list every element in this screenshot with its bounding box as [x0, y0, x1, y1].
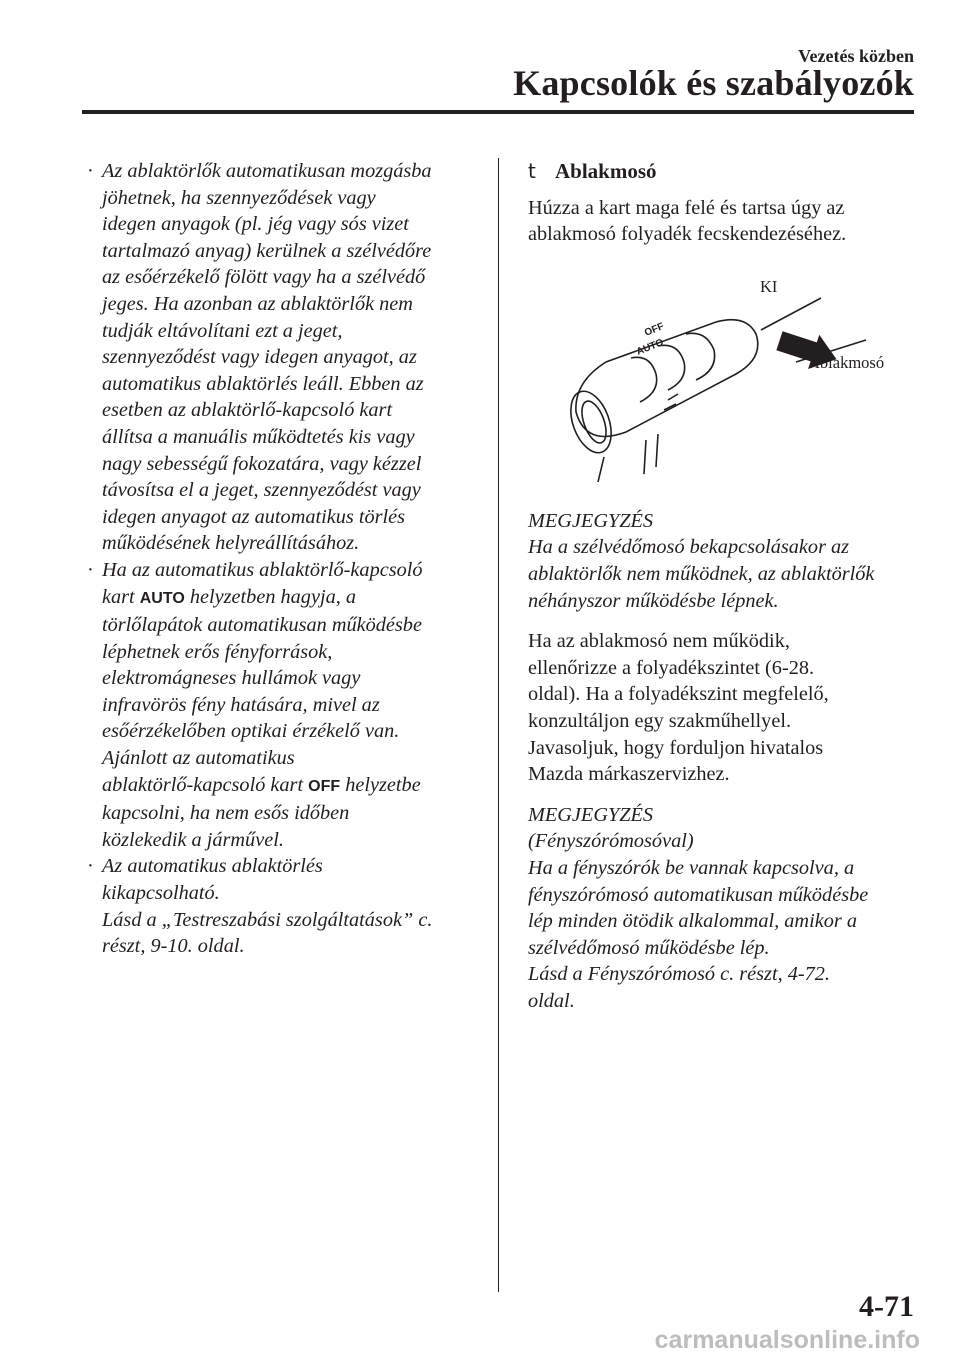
check-fluid-paragraph — [528, 628, 928, 788]
text-line — [102, 584, 484, 613]
text-line: Lásd a Fényszórómosó c. részt, 4-72. — [528, 963, 830, 986]
text-line: néhányszor működésbe lépnek. — [528, 589, 779, 612]
text-line: tartalmazó anyag) kerülnek a szélvédőre — [102, 239, 432, 262]
page-number: 4-71 — [859, 1290, 914, 1323]
text-line: jöhetnek, ha szennyeződések vagy — [102, 186, 376, 209]
label-ki: KI — [760, 276, 778, 296]
text-line: távosítsa el a jeget, szennyeződést vagy — [102, 479, 421, 502]
text-line: esőérzékelőben optikai érzékelő van. — [102, 720, 400, 743]
text-line: Ha az automatikus ablaktörlő-kapcsoló — [102, 558, 423, 581]
section-marker-icon: t — [528, 159, 536, 183]
text-line: Húzza a kart maga felé és tartsa úgy az — [528, 196, 845, 219]
text-line: oldal. — [528, 989, 575, 1012]
text-line: oldal). Ha a folyadékszint megfelelő, — [528, 683, 829, 706]
text-line: Mazda márkaszervizhez. — [528, 763, 730, 786]
text-line: fényszórómosó automatikusan működésbe — [528, 883, 869, 906]
lever-off-text: OFF — [643, 320, 666, 339]
text-line: Ha az ablakmosó nem működik, — [528, 630, 790, 653]
text-line: Ha a szélvédőmosó bekapcsolásakor az — [528, 536, 850, 559]
column-divider — [498, 158, 499, 1292]
section-title: Ablakmosó — [555, 159, 657, 183]
text-line: konzultáljon egy szakműhellyel. — [528, 709, 792, 732]
bullet-dot: · — [87, 855, 94, 878]
intro-paragraph — [528, 195, 928, 248]
note-block — [528, 508, 928, 614]
text-line: részt, 9-10. oldal. — [102, 935, 245, 958]
bullet-dot: · — [87, 160, 94, 182]
text-line — [102, 772, 484, 801]
washer-lever-illustration — [546, 262, 896, 492]
chapter-subtitle: Vezetés közben — [798, 46, 914, 66]
note-heading: MEGJEGYZÉS — [528, 509, 654, 532]
bullet-item — [84, 853, 484, 959]
text-line: Ha a fényszórók be vannak kapcsolva, a — [528, 856, 855, 879]
text-line: jeges. Ha azonban az ablaktörlők nem — [102, 292, 413, 315]
text-line: ellenőrizze a folyadékszintet (6-28. — [528, 656, 815, 679]
text-line: állítsa a manuális működtetés kis vagy — [102, 425, 415, 448]
text-line: Ajánlott az automatikus — [102, 747, 295, 770]
off-badge: OFF — [308, 777, 341, 795]
lever-auto-text: AUTO — [635, 336, 666, 358]
section-heading — [528, 158, 928, 185]
text-line: idegen anyagot az automatikus törlés — [102, 505, 406, 528]
left-column — [84, 158, 484, 960]
note-heading: MEGJEGYZÉS — [528, 803, 654, 826]
text-line: közlekedik a járművel. — [102, 828, 284, 851]
text-line: ablakmosó folyadék fecskendezéséhez. — [528, 223, 847, 246]
text-line: kikapcsolható. — [102, 882, 220, 905]
note-subheading: (Fényszórómosóval) — [528, 830, 694, 853]
text-line: automatikus ablaktörlés leáll. Ebben az — [102, 372, 424, 395]
bullet-item — [84, 557, 484, 854]
text-fragment: ablaktörlő-kapcsoló kart — [102, 773, 309, 796]
text-line: Az automatikus ablaktörlés — [102, 855, 323, 878]
label-washer: Ablakmosó — [808, 352, 885, 372]
text-line: szennyeződést vagy idegen anyagot, az — [102, 346, 417, 369]
text-line: Javasoljuk, hogy forduljon hivatalos — [528, 736, 824, 759]
text-line: törlőlapátok automatikusan működésbe — [102, 614, 422, 637]
bullet-item — [84, 158, 484, 557]
text-line: esetben az ablaktörlő-kapcsoló kart — [102, 399, 393, 422]
text-line: idegen anyagok (pl. jég vagy sós vizet — [102, 213, 409, 236]
text-line: ablaktörlők nem működnek, az ablaktörlők — [528, 562, 875, 585]
text-line: kapcsolni, ha nem esős időben — [102, 802, 350, 825]
text-line: Lásd a „Testreszabási szolgáltatások” c. — [102, 908, 433, 931]
text-fragment: kart — [102, 585, 140, 608]
text-line: tudják eltávolítani ezt a jeget, — [102, 319, 343, 342]
text-line: működésének helyreállításához. — [102, 532, 360, 555]
text-line: léphetnek erős fényforrások, — [102, 640, 333, 663]
text-line: nagy sebességű fokozatára, vagy kézzel — [102, 452, 422, 475]
text-line: Az ablaktörlők automatikusan mozgásba — [102, 160, 432, 182]
text-fragment: helyzetben hagyja, a — [184, 585, 357, 608]
watermark: carmanualsonline.info — [654, 1326, 920, 1354]
text-line: infravörös fény hatására, mivel az — [102, 693, 380, 716]
header-rule — [82, 110, 914, 114]
text-line: lép minden ötödik alkalommal, amikor a — [528, 910, 857, 933]
bullet-dot: · — [87, 558, 94, 581]
text-fragment: helyzetbe — [340, 773, 421, 796]
auto-badge: AUTO — [139, 589, 185, 607]
text-line: szélvédőmosó működésbe lép. — [528, 936, 770, 959]
note-block — [528, 802, 928, 1015]
right-column — [528, 158, 928, 1028]
text-line: az esőérzékelő fölött vagy ha a szélvédő — [102, 266, 426, 289]
text-line: elektromágneses hullámok vagy — [102, 667, 361, 690]
page-title: Kapcsolók és szabályozók — [513, 63, 914, 103]
lever-drawing — [546, 262, 896, 492]
ki-leader-line — [761, 298, 821, 330]
